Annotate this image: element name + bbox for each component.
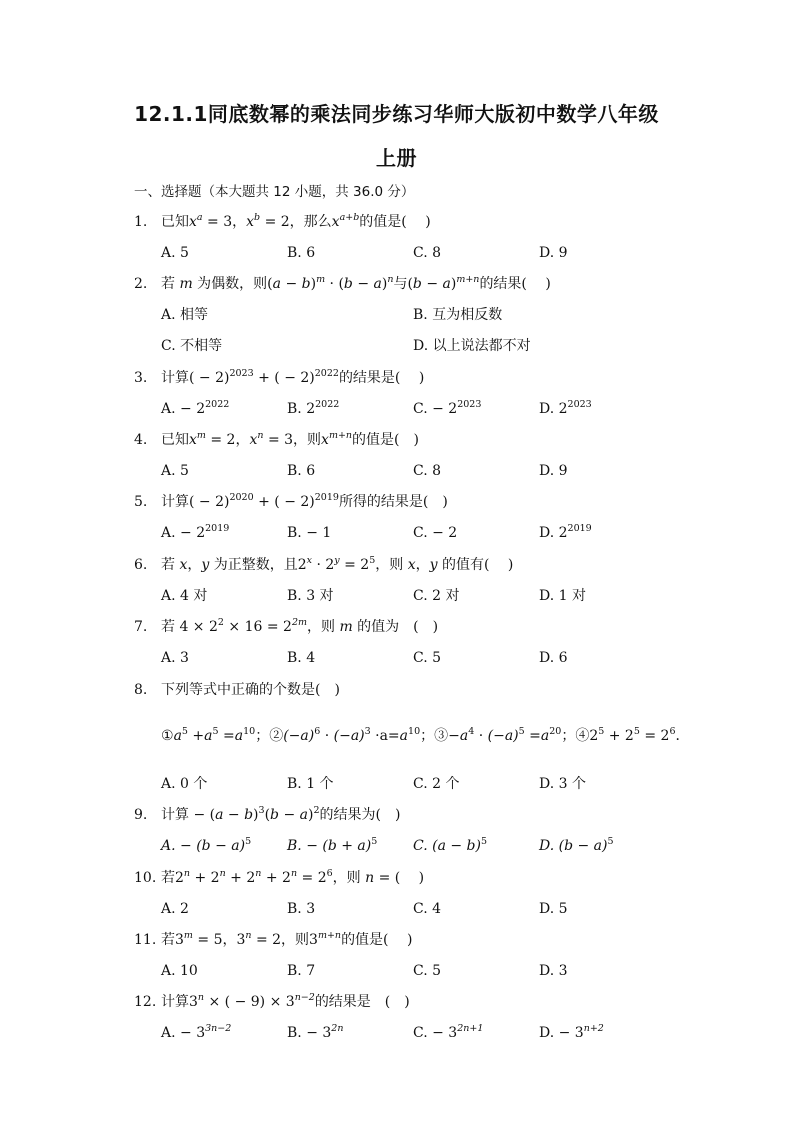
option-b[interactable]: B. 6 bbox=[287, 245, 316, 261]
option-d[interactable]: D. $2^{2019}$ bbox=[539, 523, 592, 541]
question-stem: 计算$3^n$ × ( − $9) \times 3^{n-2}$的结果是 ( ) bbox=[161, 992, 410, 1010]
question-stem: 计算( − 2)$^{2023}$ + ( − 2)$^{2022}$的结果是( ) bbox=[161, 368, 425, 386]
option-a[interactable]: A. 3 bbox=[161, 650, 189, 666]
option-d[interactable]: D. 9 bbox=[539, 463, 568, 479]
question-number: 10. bbox=[134, 870, 157, 886]
option-a[interactable]: A. 0 个 bbox=[161, 776, 208, 792]
question-number: 12. bbox=[134, 994, 157, 1010]
option-b[interactable]: B. $2^{2022}$ bbox=[287, 399, 340, 417]
question-number: 6. bbox=[134, 557, 148, 573]
question-stem: 下列等式中正确的个数是( ) bbox=[161, 682, 340, 698]
option-b[interactable]: B. 1 个 bbox=[287, 776, 334, 792]
option-b[interactable]: B. 7 bbox=[287, 963, 316, 979]
document-title-line2: 上册 bbox=[376, 146, 417, 170]
option-b[interactable]: B. − $3^{2n}$ bbox=[287, 1023, 344, 1041]
question-number: 1. bbox=[134, 214, 148, 230]
option-b[interactable]: B. − 1 bbox=[287, 525, 332, 541]
option-b[interactable]: B. 3 对 bbox=[287, 588, 334, 604]
option-b[interactable]: B. 6 bbox=[287, 463, 316, 479]
option-c[interactable]: C. − $2^{2023}$ bbox=[413, 399, 482, 417]
question-stem: 已知$x^a = 3$，$x^b = 2$，那么$x^{a+b}$的值是( ) bbox=[161, 212, 431, 230]
option-c[interactable]: C. $(a - b)^5$ bbox=[413, 836, 488, 854]
option-d[interactable]: D. − $3^{n+2}$ bbox=[539, 1023, 604, 1041]
option-a[interactable]: A. 5 bbox=[161, 245, 189, 261]
question-stem: 若 x，y 为正整数，且$2^x \cdot 2^y = 2^5$，则 x，y 的值有( ) bbox=[161, 555, 514, 573]
question-stem: 若 m 为偶数，则$(a - b)^m \cdot (b - a)^n$与$(b - a)^{m+n}$的结果( ) bbox=[161, 274, 551, 292]
question-stem: 计算( − 2)$^{2020}$ + ( − 2)$^{2019}$所得的结果是( ) bbox=[161, 492, 448, 510]
option-b[interactable]: B. 互为相反数 bbox=[413, 307, 503, 323]
option-d[interactable]: D. 以上说法都不对 bbox=[413, 338, 531, 354]
question-stem: 若$2^n + 2^n + 2^n + 2^n = 2^6$，则 n = ( ) bbox=[161, 868, 425, 886]
question-8-expression: $①a^5 +a^5 =a^{10}$；$②(-a)^6 \cdot (-a)^3 \cdot a=a^{10}$；$③-a^4 \cdot (-a)^5 =a^{20}$；$④2^5 + 2^5 = 2^6$． bbox=[161, 726, 690, 744]
question-number: 7. bbox=[134, 619, 148, 635]
question-number: 8. bbox=[134, 682, 148, 698]
option-c[interactable]: C. − $3^{2n+1}$ bbox=[413, 1023, 484, 1041]
option-c[interactable]: C. 8 bbox=[413, 245, 442, 261]
option-d[interactable]: D. 3 个 bbox=[539, 776, 586, 792]
option-a[interactable]: A. − $(b - a)^5$ bbox=[161, 836, 252, 854]
option-c[interactable]: C. − 2 bbox=[413, 525, 458, 541]
section-heading: 一、选择题（本大题共 12 小题，共 36.0 分） bbox=[134, 184, 415, 200]
question-stem: 若$3^m = 5$，$3^n = 2$，则$3^{m+n}$的值是( ) bbox=[161, 930, 413, 948]
option-a[interactable]: A. 相等 bbox=[161, 307, 209, 323]
option-c[interactable]: C. 5 bbox=[413, 650, 442, 666]
option-d[interactable]: D. 1 对 bbox=[539, 588, 586, 604]
option-c[interactable]: C. 2 个 bbox=[413, 776, 460, 792]
option-b[interactable]: B. 3 bbox=[287, 901, 316, 917]
question-number: 11. bbox=[134, 932, 157, 948]
question-stem: 已知$x^m = 2$，$x^n = 3$，则$x^{m+n}$的值是( ) bbox=[161, 430, 419, 448]
question-number: 5. bbox=[134, 494, 148, 510]
option-c[interactable]: C. 8 bbox=[413, 463, 442, 479]
option-c[interactable]: C. 4 bbox=[413, 901, 442, 917]
option-d[interactable]: D. 6 bbox=[539, 650, 568, 666]
question-stem: 若 $4 \times 2^2 \times 16 = 2^{2m}$，则 m 的值为 ( ) bbox=[161, 617, 439, 635]
question-number: 3. bbox=[134, 370, 148, 386]
option-a[interactable]: A. − $3^{3n-2}$ bbox=[161, 1023, 232, 1041]
question-number: 9. bbox=[134, 807, 148, 823]
question-number: 4. bbox=[134, 432, 148, 448]
option-c[interactable]: C. 5 bbox=[413, 963, 442, 979]
option-d[interactable]: D. $(b - a)^5$ bbox=[539, 836, 614, 854]
option-a[interactable]: A. 4 对 bbox=[161, 588, 208, 604]
document-title-line1: 12.1.1同底数幂的乘法同步练习华师大版初中数学八年级 bbox=[134, 102, 659, 126]
option-c[interactable]: C. 2 对 bbox=[413, 588, 460, 604]
option-a[interactable]: A. − $2^{2019}$ bbox=[161, 523, 230, 541]
option-a[interactable]: A. 5 bbox=[161, 463, 189, 479]
option-a[interactable]: A. − $2^{2022}$ bbox=[161, 399, 230, 417]
option-d[interactable]: D. $2^{2023}$ bbox=[539, 399, 592, 417]
option-b[interactable]: B. − $(b + a)^5$ bbox=[287, 836, 378, 854]
option-d[interactable]: D. 5 bbox=[539, 901, 568, 917]
question-number: 2. bbox=[134, 276, 148, 292]
option-d[interactable]: D. 3 bbox=[539, 963, 568, 979]
option-a[interactable]: A. 2 bbox=[161, 901, 189, 917]
option-a[interactable]: A. 10 bbox=[161, 963, 198, 979]
option-d[interactable]: D. 9 bbox=[539, 245, 568, 261]
option-c[interactable]: C. 不相等 bbox=[161, 338, 223, 354]
option-b[interactable]: B. 4 bbox=[287, 650, 316, 666]
question-stem: 计算 − $(a - b)^3(b - a)^2$的结果为( ) bbox=[161, 805, 401, 823]
